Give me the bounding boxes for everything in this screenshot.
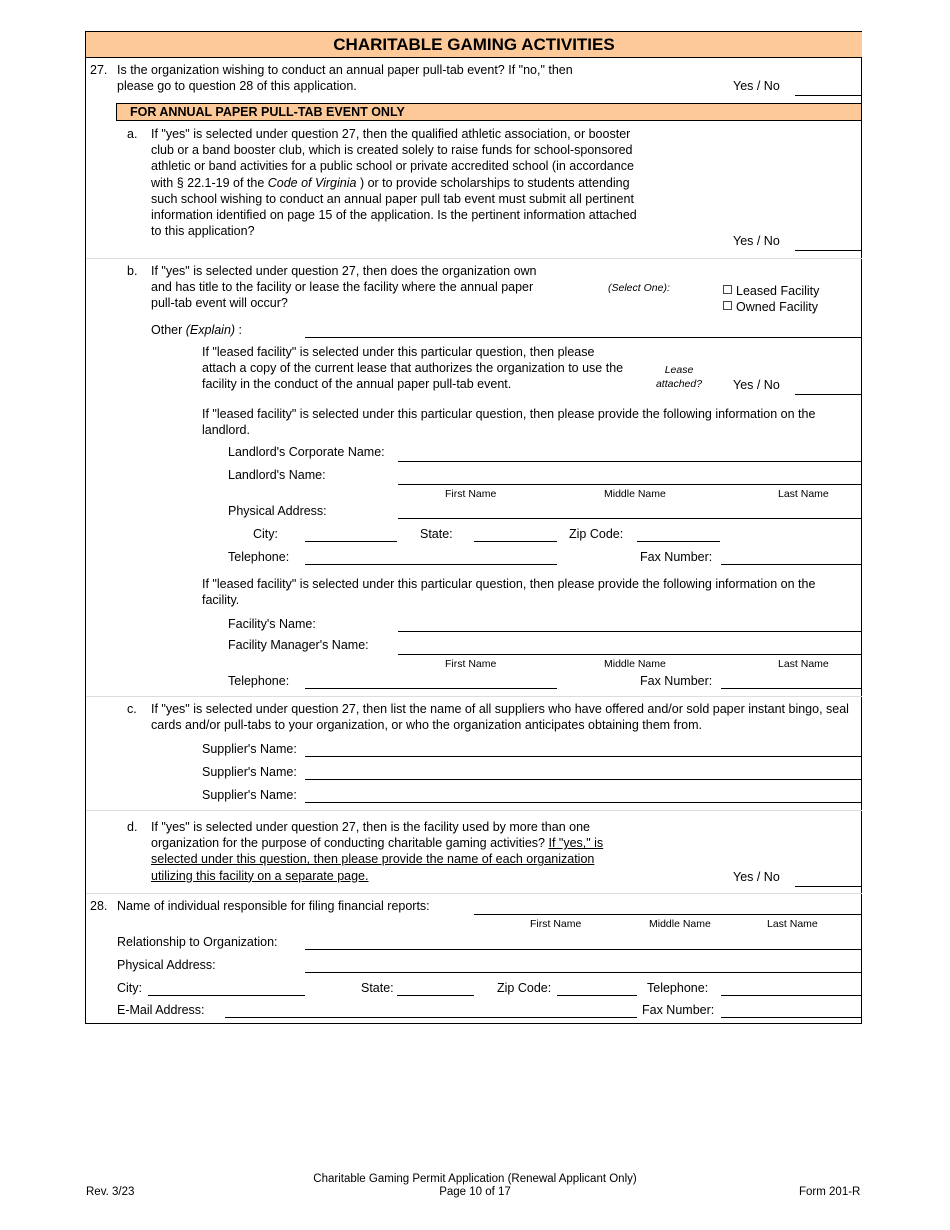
- q28-city-label: City:: [117, 981, 142, 995]
- landlord-name-field[interactable]: [398, 484, 862, 485]
- supplier-name-field[interactable]: [305, 779, 862, 780]
- footer-form-number: Form 201-R: [799, 1186, 861, 1198]
- q28-zip-label: Zip Code:: [497, 981, 552, 995]
- landlord-zip-field[interactable]: [637, 541, 720, 542]
- facility-fax-label: Fax Number:: [640, 674, 713, 688]
- supplier-name-label: Supplier's Name:: [202, 788, 297, 802]
- supplier-name-label: Supplier's Name:: [202, 742, 297, 756]
- q28-name-field[interactable]: [474, 914, 862, 915]
- landlord-state-field[interactable]: [474, 541, 557, 542]
- lease-text: If "leased facility" is selected under this particular question, then please attach a copy of the current lease that authorizes the organization to use the facility in the conduct of the annual paper pull-tab event.: [202, 345, 624, 392]
- q27d-text: If "yes" is selected under question 27, then is the facility used by more than one organization for the purpose of conducting charitable gaming activities? If "yes," is selected under this question, then please provide the name of each organization utilizing this facility on a separate page.: [151, 820, 604, 883]
- q28-fax-label: Fax Number:: [642, 1003, 715, 1017]
- q27-yes-no-label: Yes / No: [733, 79, 780, 93]
- checkbox-icon[interactable]: [723, 301, 732, 310]
- q27c-letter: c.: [127, 702, 137, 716]
- q28-state-field[interactable]: [397, 995, 474, 996]
- q28-address-label: Physical Address:: [117, 958, 216, 972]
- section-header-pull-tab: FOR ANNUAL PAPER PULL-TAB EVENT ONLY: [116, 103, 862, 121]
- landlord-telephone-label: Telephone:: [228, 550, 290, 564]
- landlord-zip-label: Zip Code:: [569, 527, 624, 541]
- last-name-caption: Last Name: [778, 658, 829, 670]
- q27c-text: If "yes" is selected under question 27, then list the name of all suppliers who have offered and/or sold paper instant bingo, seal cards and/or pull-tabs to your organization, or who the organization anticipates obtaining them from.: [151, 702, 849, 733]
- option-owned-facility[interactable]: Owned Facility: [723, 299, 818, 315]
- divider: [86, 893, 862, 894]
- last-name-caption: Last Name: [767, 918, 818, 930]
- select-one-label: (Select One):: [608, 282, 670, 294]
- q27a-text: If "yes" is selected under question 27, then the qualified athletic association, or booster club or a band booster club, which is created solely to raise funds for school-sponsored athletic or band activities for a public school or private accredited school (in accordance with § 22.1-19 of the Code of Virginia ) or to provide scholarships to students attending such school wishing to conduct an annual paper pull tab event must submit all pertinent information identified on page 15 of the application. Is the pertinent information attached to this application?: [151, 127, 637, 239]
- supplier-name-field[interactable]: [305, 802, 862, 803]
- middle-name-caption: Middle Name: [604, 488, 666, 500]
- facility-intro: If "leased facility" is selected under this particular question, then please provide the following information on the facility.: [202, 577, 816, 608]
- last-name-caption: Last Name: [778, 488, 829, 500]
- landlord-state-label: State:: [420, 527, 453, 541]
- facility-manager-label: Facility Manager's Name:: [228, 638, 369, 652]
- q28-address-field[interactable]: [305, 972, 862, 973]
- landlord-address-field[interactable]: [398, 518, 862, 519]
- divider: [86, 810, 862, 811]
- q28-relationship-label: Relationship to Organization:: [117, 935, 278, 949]
- facility-name-label: Facility's Name:: [228, 617, 316, 631]
- q27d-yes-no-label: Yes / No: [733, 870, 780, 884]
- landlord-city-field[interactable]: [305, 541, 397, 542]
- landlord-fax-label: Fax Number:: [640, 550, 713, 564]
- other-explain-field[interactable]: [305, 337, 862, 338]
- q28-telephone-label: Telephone:: [647, 981, 709, 995]
- landlord-fax-field[interactable]: [721, 564, 862, 565]
- landlord-name-label: Landlord's Name:: [228, 468, 326, 482]
- q27-answer-field[interactable]: [795, 95, 862, 96]
- first-name-caption: First Name: [530, 918, 582, 930]
- q28-email-field[interactable]: [225, 1017, 637, 1018]
- q28-telephone-field[interactable]: [721, 995, 862, 996]
- page-title: CHARITABLE GAMING ACTIVITIES: [86, 32, 862, 58]
- middle-name-caption: Middle Name: [649, 918, 711, 930]
- lease-answer-field[interactable]: [795, 394, 862, 395]
- q27a-letter: a.: [127, 127, 138, 141]
- supplier-name-label: Supplier's Name:: [202, 765, 297, 779]
- lease-attached-label: Lease attached?: [655, 364, 703, 390]
- landlord-telephone-field[interactable]: [305, 564, 557, 565]
- landlord-intro: If "leased facility" is selected under this particular question, then please provide the following information on the landlord.: [202, 407, 816, 438]
- q27a-answer-field[interactable]: [795, 250, 862, 251]
- landlord-corporate-name-field[interactable]: [398, 461, 862, 462]
- other-explain-label: Other (Explain) :: [151, 323, 243, 337]
- footer-page-number: Page 10 of 17: [439, 1186, 511, 1198]
- q28-zip-field[interactable]: [557, 995, 637, 996]
- facility-telephone-field[interactable]: [305, 688, 557, 689]
- option-leased-facility[interactable]: Leased Facility: [723, 283, 819, 299]
- footer-center: [275, 1173, 675, 1199]
- q27b-text: If "yes" is selected under question 27, then does the organization own and has title to the facility or lease the facility where the annual paper pull-tab event will occur?: [151, 264, 537, 311]
- facility-fax-field[interactable]: [721, 688, 862, 689]
- lease-yes-no-label: Yes / No: [733, 378, 780, 392]
- q28-fax-field[interactable]: [721, 1017, 862, 1018]
- middle-name-caption: Middle Name: [604, 658, 666, 670]
- q28-email-label: E-Mail Address:: [117, 1003, 205, 1017]
- q27a-yes-no-label: Yes / No: [733, 234, 780, 248]
- q27-number: 27.: [90, 63, 108, 77]
- facility-name-field[interactable]: [398, 631, 862, 632]
- facility-manager-field[interactable]: [398, 654, 862, 655]
- first-name-caption: First Name: [445, 488, 497, 500]
- landlord-corporate-name-label: Landlord's Corporate Name:: [228, 445, 385, 459]
- divider: [86, 258, 862, 259]
- first-name-caption: First Name: [445, 658, 497, 670]
- q28-text: Name of individual responsible for filing financial reports:: [117, 899, 430, 913]
- landlord-address-label: Physical Address:: [228, 504, 327, 518]
- footer-title: Charitable Gaming Permit Application (Renewal Applicant Only): [313, 1173, 637, 1185]
- landlord-city-label: City:: [253, 527, 278, 541]
- q27d-answer-field[interactable]: [795, 886, 862, 887]
- q27d-letter: d.: [127, 820, 138, 834]
- facility-telephone-label: Telephone:: [228, 674, 290, 688]
- checkbox-icon[interactable]: [723, 285, 732, 294]
- footer-revision: Rev. 3/23: [86, 1186, 135, 1198]
- supplier-name-field[interactable]: [305, 756, 862, 757]
- q28-relationship-field[interactable]: [305, 949, 862, 950]
- q28-state-label: State:: [361, 981, 394, 995]
- q27-text: Is the organization wishing to conduct an annual paper pull-tab event? If "no," then please go to question 28 of this application.: [117, 63, 573, 94]
- q27b-letter: b.: [127, 264, 138, 278]
- q28-number: 28.: [90, 899, 108, 913]
- q28-city-field[interactable]: [148, 995, 305, 996]
- divider: [86, 696, 862, 697]
